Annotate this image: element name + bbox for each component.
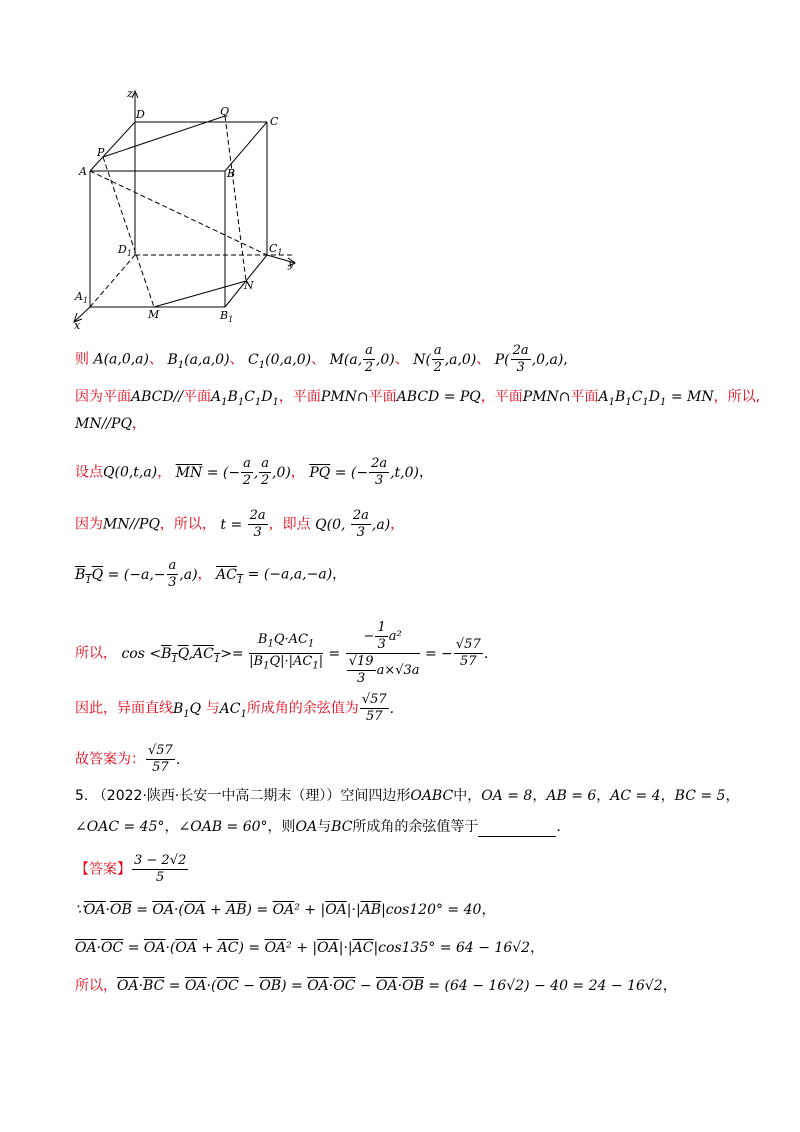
vectors-line — [75, 558, 346, 591]
label-x: x — [74, 319, 81, 330]
text: ， — [660, 788, 675, 804]
text: ， — [164, 819, 179, 835]
text: ， — [725, 788, 740, 804]
math: PMN∩ — [320, 389, 369, 405]
text: ， — [290, 464, 305, 481]
label-D1: $D_1$ — [118, 243, 132, 258]
answer-value: $\frac{√57}{57}$ . — [148, 743, 181, 775]
point-P: P( $\frac{2a}{3}$ ,0,a) — [494, 343, 564, 375]
text: 设点 — [75, 464, 103, 481]
answer-tag-line — [75, 853, 189, 886]
text: 所以， — [75, 645, 117, 662]
math: ABCD = PQ — [396, 389, 481, 405]
vector-B1Q: $B_1Q = (-a,-$ $\frac{a}{3}$ ,a) — [75, 558, 198, 590]
math: ∠OAC = 45° — [75, 819, 165, 835]
sep: , — [563, 351, 568, 368]
text: ， — [131, 416, 146, 432]
text: 因为平面 — [75, 389, 131, 405]
point-Q: Q(0,t,a) — [103, 464, 158, 481]
math: $\overline{OA}\cdot\overline{BC} = \overline{OA}\cdot(\overline{OC} - \overline{OB}) = \overline{OA}\cdot\overline{OC} - \overline{OA}\cdot\overline{OB} = (64 - 16√2) - 40 = 24 - 16√2$ — [117, 978, 663, 994]
text: 所以， — [75, 978, 117, 994]
question-5-line-1 — [75, 786, 739, 806]
text: ，即点 — [268, 516, 311, 533]
point-N: N( $\frac{a}{2}$ ,a,0) — [413, 343, 477, 375]
label-y: y — [288, 257, 295, 270]
answer-line — [75, 743, 180, 776]
question-number: 5. — [75, 788, 89, 804]
label-z: z — [127, 87, 133, 100]
point-B1: $B_1(a,a,0)$ — [167, 351, 230, 371]
label-B: B — [227, 167, 236, 180]
label-A: A — [79, 165, 87, 178]
text: 则 — [75, 351, 89, 368]
math: AC = 4 — [610, 788, 661, 804]
label-C1: $C_1$ — [269, 242, 283, 257]
math: $AC_1$ — [219, 700, 247, 720]
t-value: t = $\frac{2a}{3}$ — [220, 508, 266, 540]
text: ， — [532, 788, 547, 804]
text: 因为 — [75, 516, 103, 533]
step-1 — [75, 900, 495, 920]
therefore-line — [75, 692, 394, 725]
text: ， — [332, 566, 347, 583]
cosine-value: $\frac{√57}{57}$ . — [361, 692, 395, 724]
math: OA — [295, 819, 318, 835]
text: 平面 — [183, 389, 212, 405]
text: ，所以， — [159, 516, 216, 533]
answer-blank — [478, 822, 556, 837]
text: 中， — [453, 788, 482, 804]
math: PMN∩ — [522, 389, 571, 405]
text: 与 — [205, 700, 220, 717]
because-parallel-line — [75, 508, 404, 541]
point-C1: $C_1(0,a,0)$ — [248, 351, 312, 371]
text: . — [556, 819, 561, 835]
text: ， — [419, 464, 433, 481]
text: ， — [662, 978, 677, 994]
label-M: M — [148, 308, 160, 321]
cosine-calc-line — [75, 620, 488, 687]
mn-parallel-pq — [75, 414, 146, 434]
answer-tag: 【答案】 — [75, 861, 131, 878]
text: 平面 — [570, 389, 599, 405]
math: MN//PQ — [103, 516, 160, 533]
vector-AC1: $AC_1 = (-a,a,-a)$ — [216, 566, 333, 586]
point-Q-value: Q(0, $\frac{2a}{3}$ ,a) — [315, 508, 391, 540]
label-C: C — [270, 115, 279, 128]
math: $A_1B_1C_1D_1$ = MN — [598, 389, 714, 408]
math: $\because\overline{OA}\cdot\overline{OB} = \overline{OA}\cdot(\overline{OA} + \overline{AB}) = \overline{OA}^2 + |\overline{OA}|\cdot|\overline{AB}|\cos 120^\circ = 40$ — [75, 902, 482, 918]
label-Q: Q — [220, 105, 230, 118]
text: 平面 — [368, 389, 397, 405]
sep: 、 — [476, 351, 491, 368]
label-B1: $B_1$ — [220, 309, 234, 324]
label-D: D — [136, 108, 145, 121]
text: ，平面 — [278, 389, 321, 405]
vector-PQ: $\overline{PQ}$ = (− $\frac{2a}{3}$ ,t,0) — [309, 456, 419, 488]
text: ， — [390, 516, 405, 533]
math: OA = 8 — [481, 788, 533, 804]
answer-value: $\frac{3 - 2√2}{5}$ — [134, 853, 187, 885]
sep: 、 — [394, 351, 409, 368]
text: ，平面 — [480, 389, 523, 405]
cube-figure — [70, 85, 310, 330]
vector-MN: $\overline{MN}$ = (− $\frac{a}{2}$ , $\frac{a}{2}$ ,0) — [175, 456, 291, 488]
text: 与 — [317, 819, 332, 835]
set-point-line — [75, 456, 433, 489]
step-2 — [75, 938, 544, 958]
question-source: （2022·陕西·长安一中高二期末（理））空间四边形 — [92, 788, 411, 804]
math: BC — [331, 819, 353, 835]
math: AB = 6 — [546, 788, 597, 804]
point-M: M(a, $\frac{a}{2}$ ,0) — [329, 343, 395, 375]
math: MN//PQ — [75, 416, 132, 432]
label-N: N — [244, 279, 254, 292]
text: 故答案为： — [75, 751, 145, 768]
text: ， — [481, 902, 496, 918]
parallel-planes-line — [75, 387, 760, 413]
text: ，则 — [267, 819, 296, 835]
text: 所成角的余弦值等于 — [352, 819, 479, 835]
text: ， — [530, 940, 545, 956]
math: ABCD// — [131, 389, 184, 405]
text: ， — [596, 788, 611, 804]
step-3 — [75, 976, 677, 996]
math: $\overline{OA}\cdot\overline{OC} = \overline{OA}\cdot(\overline{OA} + \overline{AC}) = \overline{OA}^2 + |\overline{OA}|\cdot|\overline{AC}|\cos 135^\circ = 64 - 16√2$ — [75, 940, 531, 956]
text: 因此，异面直线 — [75, 700, 173, 717]
label-A1: $A_1$ — [75, 290, 89, 305]
point-A: A(a,0,a) — [93, 351, 149, 368]
text: ， — [157, 464, 172, 481]
sep: 、 — [311, 351, 326, 368]
math: ∠OAB = 60° — [178, 819, 268, 835]
label-P: P — [97, 146, 105, 159]
math: BC = 5 — [674, 788, 726, 804]
coords-line — [75, 343, 568, 376]
sep: 、 — [229, 351, 244, 368]
sep: 、 — [149, 351, 163, 368]
cosine-expression: $\cos <B_1Q,AC_1>=$ $\frac{B_1Q\cdot AC_1}{|B_1Q|\cdot|AC_1|}$ = − $\frac{1}{3}$ a² $\frac{√19}{3}$ a×√3a = − $\frac{√57}{57}$ . — [121, 620, 489, 686]
text: ，所以, — [713, 389, 761, 405]
text: 所成角的余弦值为 — [246, 700, 359, 717]
math: $A_1B_1C_1D_1$ — [211, 389, 279, 408]
text: ， — [197, 566, 212, 583]
question-5-line-2 — [75, 817, 561, 837]
math: $B_1Q$ — [173, 700, 202, 720]
math: OABC — [410, 788, 454, 804]
